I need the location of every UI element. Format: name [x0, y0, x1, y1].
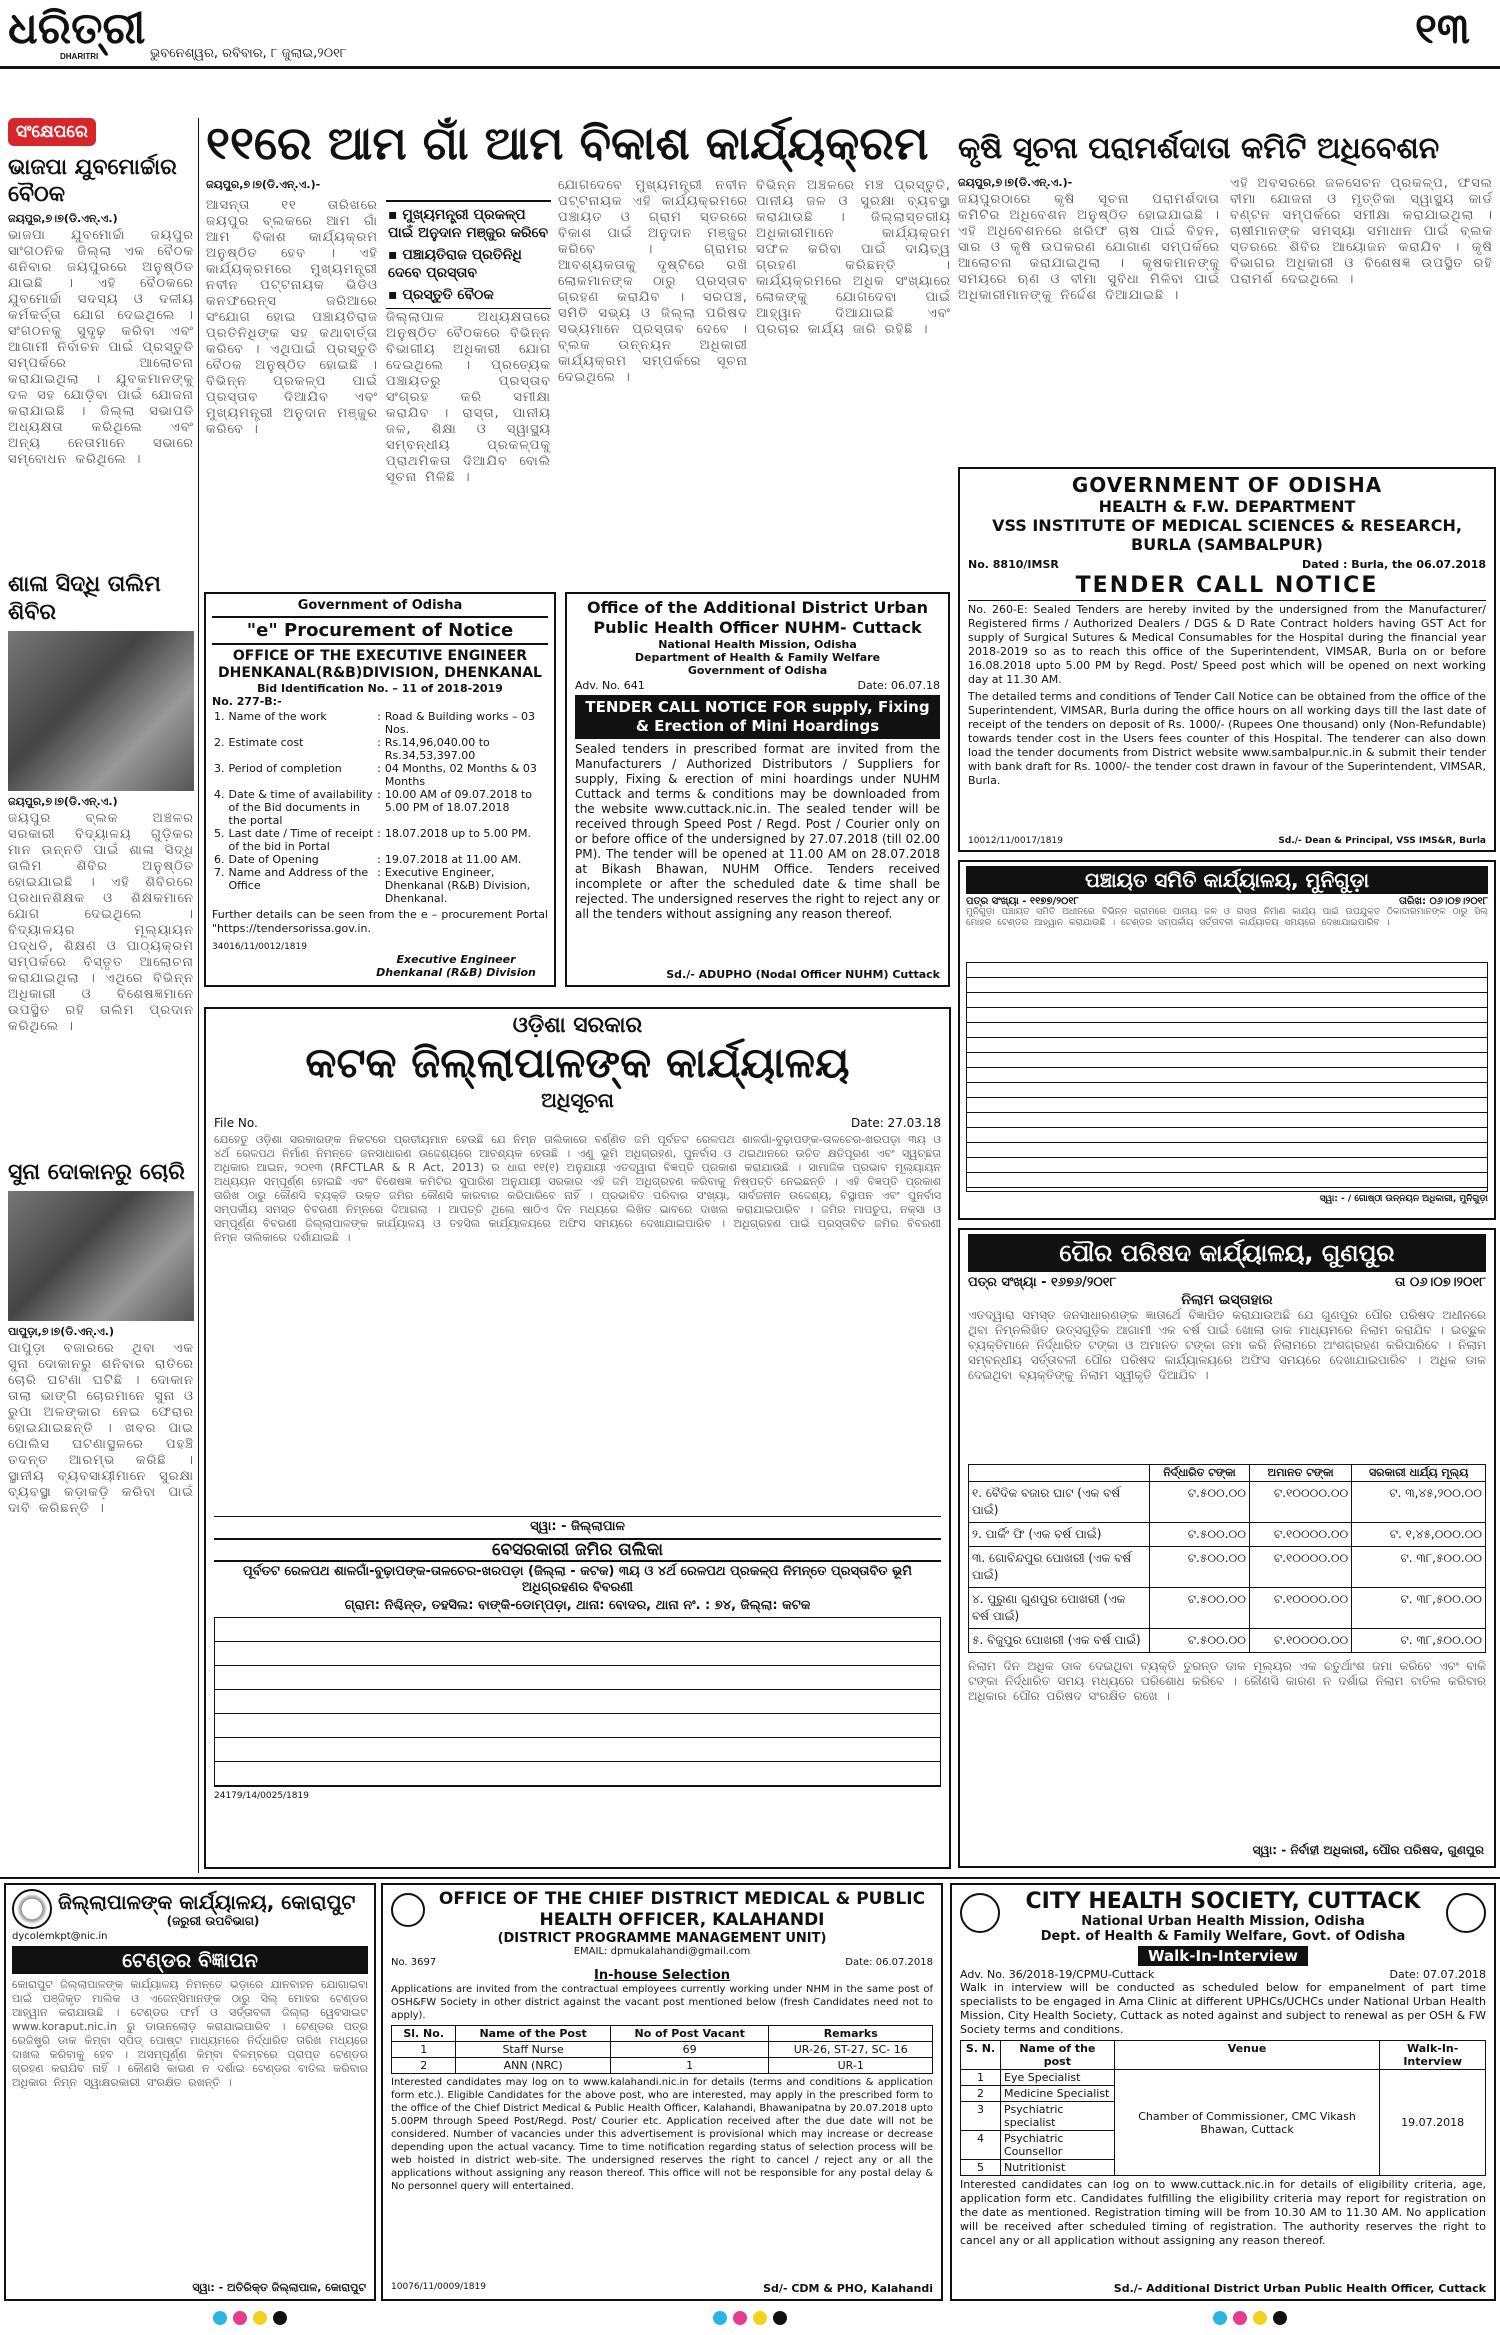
- chs-cell-sn: 4: [961, 2131, 1001, 2160]
- health-logo-icon: [1446, 1893, 1486, 1933]
- chs-cell-post: Eye Specialist: [1001, 2070, 1115, 2086]
- chs-cell-sn: 5: [961, 2160, 1001, 2176]
- koraput-banner: ଟେଣ୍ଡର ବିଜ୍ଞାପନ: [12, 1946, 368, 1974]
- chs-col-sn: S. N.: [961, 2041, 1001, 2070]
- dhenkanal-cell: Date & time of availability of the Bid documents in the portal: [228, 788, 373, 827]
- logo-subtext: DHARITRI: [60, 52, 99, 61]
- kalahandi-date: Date: 06.07.2018: [845, 1957, 933, 1968]
- brief-body-1: ଭାଜପା ଯୁବମୋର୍ଚ୍ଚା ଜୟପୁର ସାଂଗଠନିକ ଜିଲ୍ଲା ଏକ ବୈଠକ ଶନିବାର ଜୟପୁରରେ ଅନୁଷ୍ଠିତ ଯାଇଛି । ଏହି ବୈଠକରେ ଯୁବମୋର୍ଚ୍ଚା ସଦସ୍ୟ ଓ ଦଳୀୟ କର୍ମକର୍ତ୍ତା ଯୋଗ ଦେଇଥିଲେ । ସଂଗଠନକୁ ସୁଦୃଢ଼ କରିବା ଏବଂ ଆଗାମୀ ନିର୍ବାଚନ ପାଇଁ ପ୍ରସ୍ତୁତି ସମ୍ପର୍କରେ ଆଲୋଚନା କରାଯାଇଥିଲା । ଯୁବକମାନଙ୍କୁ ଦଳ ସହ ଯୋଡ଼ିବା ପାଇଁ ଯୋଜନା କରାଯାଇଛି । ଜିଲ୍ଲା ସଭାପତି ଅଧ୍ୟକ୍ଷତା କରିଥିଲେ ଏବଂ ଅନ୍ୟ ନେତାମାନେ ସଭାରେ ସମ୍ବୋଧନ କରିଥିଲେ ।: [8, 228, 194, 467]
- nuhm-adv: Adv. No. 641: [575, 679, 645, 692]
- dhenkanal-cell: Rs.14,96,040.00 to Rs.34,53,397.00: [384, 736, 490, 762]
- dhenkanal-notice: [204, 592, 556, 987]
- dhenkanal-cell: 3.: [214, 762, 225, 775]
- lead-body-col-4: ବିଭିନ୍ନ ଅଞ୍ଚଳରେ ମଞ୍ଚ ପ୍ରସ୍ତୁତି, ପାନୀୟ ଜଳ ଓ ସୁରକ୍ଷା ବ୍ୟବସ୍ଥା କରାଯାଉଛି । ଜିଲ୍ଲାସ୍ତରୀୟ ଅଧିକାରୀମାନେ କାର୍ଯ୍ୟକ୍ରମ ସଫଳ କରିବା ପାଇଁ ଦାୟିତ୍ୱ ଗ୍ରହଣ କରିଛନ୍ତି । କାର୍ଯ୍ୟକ୍ରମରେ ଅଧିକ ସଂଖ୍ୟାରେ ଲୋକଙ୍କୁ ଯୋଗଦେବା ପାଇଁ ଆହ୍ୱାନ ଦିଆଯାଇଛି ଏବଂ ପ୍ରଚାର କାର୍ଯ୍ୟ ଜାରି ରହିଛି ।: [756, 178, 951, 337]
- bottom-rule: [0, 1877, 1500, 1879]
- brief-body-3: ପାପୁଡ଼ା ବଜାରରେ ଥିବା ଏକ ସୁନା ଦୋକାନରୁ ଶନିବାର ରାତିରେ ଚୋରି ଘଟଣା ଘଟିଛି । ଦୋକାନ ତାଲା ଭାଙ୍ଗି ଚୋରମାନେ ସୁନା ଓ ରୁପା ଅଳଙ୍କାର ନେଇ ଫେରାର ହୋଇଯାଇଛନ୍ତି । ଖବର ପାଇ ପୋଲିସ ଘଟଣାସ୍ଥଳରେ ପହଞ୍ଚି ତଦନ୍ତ ଆରମ୍ଭ କରିଛି । ସ୍ଥାନୀୟ ବ୍ୟବସାୟୀମାନେ ସୁରକ୍ଷା ବ୍ୟବସ୍ଥା କଡ଼ାକଡ଼ି କରିବା ପାଇଁ ଦାବି କରିଛନ୍ତି ।: [8, 1341, 194, 1516]
- gunupur-cell: ୪. ପୁରୁଣା ଗୁଣପୁର ପୋଖରୀ (ଏକ ବର୍ଷ ପାଇଁ): [969, 1588, 1150, 1629]
- gunupur-cell: ଟ. ୧,୪୫,୦୦୦.୦୦: [1352, 1523, 1486, 1547]
- dhenkanal-cell: Name and Address of the Office: [228, 866, 369, 892]
- brief-dateline-2: ଜୟପୁର,୭।୭(ଡି.ଏନ୍.ଏ.): [8, 795, 118, 808]
- gunupur-cell: ଟ.୫୦୦.୦୦: [1149, 1523, 1249, 1547]
- gunupur-cell: ଟ.୧୦୦୦୦.୦୦: [1249, 1482, 1351, 1523]
- kalahandi-cell: UR-26, ST-27, SC- 16: [769, 2042, 933, 2058]
- column-divider: [198, 118, 199, 1873]
- masthead-rule: [0, 66, 1500, 69]
- color-registration-mark: [1210, 2310, 1290, 2330]
- gunupur-col-deposit: ଅମାନତ ଟଙ୍କା: [1249, 1465, 1351, 1482]
- chs-adv: Adv. No. 36/2018-19/CPMU-Cuttack: [960, 1968, 1155, 1981]
- gunupur-cell: ଟ.୧୦୦୦୦.୦୦: [1249, 1629, 1351, 1653]
- gunupur-cell: ଟ.୧୦୦୦୦.୦୦: [1249, 1588, 1351, 1629]
- krushi-body-col-2: ଏହି ଅବସରରେ ଜଳସେଚନ ପ୍ରକଳ୍ପ, ଫସଲ ବୀମା ଯୋଜନା ଓ ମୃତ୍ତିକା ସ୍ୱାସ୍ଥ୍ୟ କାର୍ଡ ବଣ୍ଟନ ସମ୍ପର୍କରେ ସମୀକ୍ଷା କରାଯାଇଥିଲା । ଚାଷୀମାନଙ୍କ ସମସ୍ୟା ସମାଧାନ ପାଇଁ ବ୍ଲକ ସ୍ତରରେ ଶିବିର ଆୟୋଜନ କରାଯିବ । କୃଷି ବିଭାଗର ଅଧିକାରୀ ଓ ବିଶେଷଜ୍ଞ ଉପସ୍ଥିତ ରହି ପରାମର୍ଶ ଦେଇଥିଲେ ।: [1230, 176, 1493, 287]
- dhenkanal-cell: 7.: [214, 866, 225, 879]
- kalahandi-cell: 1: [392, 2042, 456, 2058]
- gunupur-cell: ଟ. ୩୮,୫୦୦.୦୦: [1352, 1588, 1486, 1629]
- muniguda-ref-row: [966, 896, 1488, 907]
- muniguda-notice: [958, 860, 1496, 1220]
- kalahandi-footer: [391, 2282, 933, 2295]
- gunupur-cell: ଟ.୫୦୦.୦୦: [1149, 1588, 1249, 1629]
- dhenkanal-row: [212, 827, 548, 853]
- koraput-title: ଜିଲ୍ଲାପାଳଙ୍କ କାର୍ଯ୍ୟାଳୟ, କୋରାପୁଟ: [58, 1889, 356, 1914]
- kalahandi-body: Interested candidates may log on to www.kalahandi.nic.in for details (terms and conditions & application form etc.). Eligible Candidates for the above post, who are interested, may apply in the prescribed form to the office of the Chief District Medical & Public Health Officer, Kalahandi, Bhawanipatna by 20.07.2018 upto 5.00PM through Speed Post/Regd. Post/ Courier etc. Application received after the due date will not be considered. Number of vacancies under this advertisement is provisional which may increase or decrease depending upon the actual vacancy. Time to time notification regarding status of selection process will be web hoisted in district web-site. The undersigned reserves the right to cancel / reject any or all the applications without assigning any reason thereof. This office will not be responsible for any postal delay & No personnel query will entertained.: [391, 2077, 933, 2192]
- dhenkanal-cell: Executive Engineer, Dhenkanal (R&B) Division, Dhenkanal.: [384, 866, 531, 905]
- kalahandi-row: [392, 2058, 933, 2074]
- chs-ref-row: [960, 1968, 1486, 1981]
- dhenkanal-office: OFFICE OF THE EXECUTIVE ENGINEER DHENKANAL(R&B)DIVISION, DHENKANAL: [218, 648, 542, 681]
- cuttack-land-table: [214, 1617, 941, 1787]
- cuttack-notice: [204, 1007, 951, 1869]
- muniguda-title: ପଞ୍ଚାୟତ ସମିତି କାର୍ଯ୍ୟାଳୟ, ମୁନିଗୁଡ଼ା: [966, 866, 1488, 894]
- koraput-subtitle: (ଜରୁରୀ ଉପବିଭାଗ): [166, 1913, 260, 1928]
- nuhm-ref-row: [575, 679, 940, 692]
- dhenkanal-cell: :: [377, 827, 381, 840]
- kalahandi-intro: Applications are invited from the contractual employees currently working under NHM in the same post of OSH&FW Society in other district against the vacant post mentioned below (fresh Candidates need not to apply).: [391, 1984, 933, 2021]
- dhenkanal-number: No. 277-B:-: [212, 695, 282, 708]
- dhenkanal-cell: :: [377, 788, 381, 801]
- chs-cell-post: Psychiatric Counsellor: [1001, 2131, 1115, 2160]
- nuhm-sign: Sd./- ADUPHO (Nodal Officer NUHM) Cuttack: [666, 968, 940, 981]
- gunupur-date: ତା ୦୬।୦୭।୨୦୧୮: [1395, 1275, 1486, 1290]
- chs-row: [961, 2070, 1486, 2086]
- vss-para-2: The detailed terms and conditions of Tender Call Notice can be obtained from the office of the Superintendent, VIMSAR, Burla during the office hours on all working days till the last date of receipt of the tenders on deposit of Rs. 1000/- (Rupees One thousand) only (Non-Refundable) towards tender cost in the Users fees counter of this Hospital. The tenderer can also down load the tender documents from District website www.sambalpur.nic.in & submit their tender with bank draft for Rs. 1000/- the tender cost drawn in favour of the Superintendent, VIMSAR, Burla.: [968, 690, 1486, 787]
- kalahandi-col-sl: Sl. No.: [392, 2026, 456, 2042]
- gunupur-cell: ଟ. ୩୮,୫୦୦.୦୦: [1352, 1547, 1486, 1588]
- newspaper-logo: [8, 3, 148, 62]
- krushi-body-col-1: ଜୟପୁରଠାରେ କୃଷି ସୂଚନା ପରାମର୍ଶଦାତା କମିଟିର ଅଧିବେଶନ ଅନୁଷ୍ଠିତ ହୋଇଯାଇଛି । ଏହି ଅଧିବେଶନରେ ଖରିଫ ଚାଷ ପାଇଁ ବିହନ, ସାର ଓ କୃଷି ଉପକରଣ ଯୋଗାଣ ସମ୍ପର୍କରେ ଆଲୋଚନା କରାଯାଇଥିଲା । କୃଷକମାନଙ୍କୁ ସମୟରେ ଋଣ ଓ ବୀମା ସୁବିଧା ମିଳିବା ପାଇଁ ଅଧିକାରୀମାନଙ୍କୁ ନିର୍ଦ୍ଦେଶ ଦିଆଯାଇଛି ।: [958, 192, 1220, 303]
- gunupur-cell: ଟ.୧୦୦୦୦.୦୦: [1249, 1523, 1351, 1547]
- nuhm-notice: [565, 592, 950, 987]
- kalahandi-unit: (DISTRICT PROGRAMME MANAGEMENT UNIT): [497, 1931, 827, 1946]
- koraput-notice: [4, 1883, 376, 2301]
- dhenkanal-cell: Road & Building works – 03 Nos.: [384, 710, 535, 736]
- gunupur-cell: ଟ.୧୦୦୦୦.୦୦: [1249, 1547, 1351, 1588]
- chs-intro: Walk in interview will be conducted as scheduled below for empanelment of part time specialists to be engaged in Ama Clinic at different UPHCs/UCHCs under National Urban Health Mission, City Health Society, Cuttack as noted against and subject to renewal as per OSH & FW Society terms and conditions.: [960, 1981, 1486, 2036]
- nuhm-date: Date: 06.07.18: [857, 679, 940, 692]
- dhenkanal-sign: Executive Engineer Dhenkanal (R&B) Division: [376, 953, 536, 979]
- dhenkanal-cell: 1.: [214, 710, 225, 723]
- vss-dated: Dated : Burla, the 06.07.2018: [1301, 558, 1486, 571]
- chs-table: [960, 2040, 1486, 2176]
- vss-dept: HEALTH & F.W. DEPARTMENT: [1098, 497, 1356, 516]
- nuhm-body: Sealed tenders in prescribed format are invited from the Manufacturers / Authorized Distributors / Suppliers for supply, Fixing & erection of mini hoardings under NUHM Cuttack and terms & conditions may be downloaded from the website www.cuttack.nic.in. The sealed tender will be received through Speed Post / Regd. Post / Courier only on or before office of the undersigned by 27.07.2018 (till 02.00 PM). The tender will be opened at 11.00 AM on 28.07.2018 at Bikash Bhawan, NUHM Office. Tenders received incomplete or after the scheduled date & time shall be rejected. The undersigned reserves the right to reject any or all the tenders without assigning any reason thereof.: [575, 742, 940, 921]
- lead-headline: ୧୧ରେ ଆମ ଗାଁ ଆମ ବିକାଶ କାର୍ଯ୍ୟକ୍ରମ: [206, 116, 929, 170]
- brief-heading-1: ଭାଜପା ଯୁବମୋର୍ଚ୍ଚାର ବୈଠକ: [8, 155, 177, 207]
- nuhm-line-2: Department of Health & Family Welfare: [634, 651, 881, 664]
- chs-walk-in-banner: Walk-In-Interview: [1138, 1946, 1308, 1966]
- gunupur-ref-row: [968, 1275, 1486, 1290]
- chs-line-2: Dept. of Health & Family Welfare, Govt. of Odisha: [1040, 1929, 1406, 1944]
- kalahandi-cell: 69: [610, 2042, 769, 2058]
- vss-title: TENDER CALL NOTICE: [1075, 573, 1379, 598]
- kalahandi-col-post: Name of the Post: [456, 2026, 611, 2042]
- dhenkanal-cell: 19.07.2018 at 11.00 AM.: [384, 853, 522, 866]
- krushi-dateline: ଜୟପୁର,୭।୭(ଡି.ଏନ୍.ଏ.)-: [958, 176, 1073, 189]
- brief-photo-1: [8, 631, 194, 791]
- dhenkanal-title: "e" Procurement of Notice: [212, 616, 548, 645]
- kalahandi-col-vacant: No of Post Vacant: [610, 2026, 769, 2042]
- kalahandi-selection: In-house Selection: [593, 1968, 731, 1983]
- cuttack-body: ଯେହେତୁ ଓଡ଼ିଶା ସରକାରଙ୍କ ନିକଟରେ ପ୍ରତୀୟମାନ ହେଉଛି ଯେ ନିମ୍ନ ତାଲିକାରେ ବର୍ଣ୍ଣିତ ଜମି ପୂର୍ବତଟ ରେଳପଥ ଶାଳଗାଁ-ବୁଢ଼ାପଙ୍କ-ତାଳଚେର-ଖରପଡ଼ା ୩ୟ ଓ ୪ର୍ଥ ରେଳପଥ ନିର୍ମାଣ ନିମନ୍ତେ ଜନସାଧାରଣ ଉଦ୍ଦେଶ୍ୟରେ ଆବଶ୍ୟକ ହେଉଛି । ଏଣୁ ଭୂମି ଅଧିଗ୍ରହଣ, ପୁନର୍ବାସ ଓ ଥଇଥାନରେ ଉଚିତ କ୍ଷତିପୂରଣ ଏବଂ ସ୍ୱଚ୍ଛତା ଅଧିକାର ଆଇନ, ୨୦୧୩ (RFCTLAR & R Act, 2013) ର ଧାରା ୧୧(୧) ଅନୁଯାୟୀ ଏତଦ୍ୱାରା ବିଜ୍ଞପ୍ତି ପ୍ରକାଶ କରାଯାଉଛି । ସାମାଜିକ ପ୍ରଭାବ ମୂଲ୍ୟାୟନ ଅଧ୍ୟୟନ ସମ୍ପୂର୍ଣ୍ଣ ହୋଇଛି ଏବଂ ବିଶେଷଜ୍ଞ କମିଟିର ସୁପାରିଶ ଅନୁଯାୟୀ ସରକାର ଏହି ଜମି ଅଧିଗ୍ରହଣ କରିବାକୁ ନିଷ୍ପତ୍ତି ନେଇଛନ୍ତି । ଏହି ବିଜ୍ଞପ୍ତି ପ୍ରକାଶ ତାରିଖ ଠାରୁ କୌଣସି ବ୍ୟକ୍ତି ଉକ୍ତ ଜମିର କୌଣସି କାରବାର କରିପାରିବେ ନାହିଁ । ପ୍ରଭାବିତ ପରିବାର ସଂଖ୍ୟା, ସାର୍ବଜନୀନ ଉଦ୍ଦେଶ୍ୟ, ବିସ୍ଥାପନ ଏବଂ ପୁନର୍ବାସ ସମ୍ପର୍କୀୟ ସମସ୍ତ ବିବରଣୀ ନିମ୍ନରେ ଦିଆଗଲା । ଆପତ୍ତି ଥିଲେ ଷାଠିଏ ଦିନ ମଧ୍ୟରେ ଲିଖିତ ଭାବରେ ଦାଖଲ କରାଯାଇପାରିବ । ଜମିର ମାପଚୁପ, ନକ୍ସା ଓ ସମ୍ପୂର୍ଣ୍ଣ ବିବରଣୀ ଜିଲ୍ଲାପାଳଙ୍କ କାର୍ଯ୍ୟାଳୟ ଓ ତହସିଲ କାର୍ଯ୍ୟାଳୟରେ ଅଫିସ ସମୟରେ ଦେଖାଯାଇପାରିବ । ଅଧିଗ୍ରହଣ ପାଇଁ ପ୍ରସ୍ତାବିତ ଜମିର ବିବରଣୀ ନିମ୍ନ ତାଲିକାରେ ଦର୍ଶାଯାଇଛି ।: [214, 1133, 941, 1244]
- dateline: ଭୁବନେଶ୍ୱର, ରବିବାର, ୮ ଜୁଲାଇ,୨୦୧୮: [150, 46, 347, 61]
- koraput-body: କୋରାପୁଟ ଜିଲ୍ଲାପାଳଙ୍କ କାର୍ଯ୍ୟାଳୟ ନିମନ୍ତେ ଭଡ଼ାରେ ଯାନବାହନ ଯୋଗାଇବା ପାଇଁ ପଞ୍ଜିକୃତ ମାଲିକ ଓ ଏଜେନ୍ସିମାନଙ୍କ ଠାରୁ ସିଲ୍ ମୋହର ଟେଣ୍ଡର ଆହ୍ୱାନ କରାଯାଉଛି । ଟେଣ୍ଡର ଫର୍ମ ଓ ସର୍ତ୍ତାବଳୀ ଜିଲ୍ଲା ୱେବସାଇଟ www.koraput.nic.in ରୁ ଡାଉନଲୋଡ଼ କରାଯାଇପାରିବ । ଟେଣ୍ଡର ପତ୍ର ରେଜିଷ୍ଟ୍ରି ଡାକ କିମ୍ବା ସ୍ପିଡ୍ ପୋଷ୍ଟ ମାଧ୍ୟମରେ ନିର୍ଦ୍ଧାରିତ ତାରିଖ ମଧ୍ୟରେ ଦାଖଲ କରିବାକୁ ହେବ । ଅସମ୍ପୂର୍ଣ୍ଣ କିମ୍ବା ବିଳମ୍ବରେ ପ୍ରାପ୍ତ ଟେଣ୍ଡର ଗ୍ରହଣ କରାଯିବ ନାହିଁ । କୌଣସି କାରଣ ନ ଦର୍ଶାଇ ଟେଣ୍ଡର ବାତିଲ କରିବାର ଅଧିକାର ନିମ୍ନ ସ୍ୱାକ୍ଷରକାରୀ ସଂରକ୍ଷିତ ରଖନ୍ତି ।: [12, 1978, 368, 2089]
- nuhm-line-3: Government of Odisha: [687, 664, 828, 677]
- cuttack-gov: ଓଡ଼ିଶା ସରକାର: [512, 1013, 643, 1038]
- dhenkanal-org: Government of Odisha: [297, 598, 463, 613]
- lead-bullet-2: ▪ ପଞ୍ଚାୟତିରାଜ ପ୍ରତିନିଧି ଦେବେ ପ୍ରସ୍ତାବ: [388, 247, 522, 281]
- nuhm-logo-icon: [960, 1893, 1000, 1933]
- lead-bullet-1: ▪ ମୁଖ୍ୟମନ୍ତ୍ରୀ ପ୍ରକଳ୍ପ ପାଇଁ ଅନୁଦାନ ମଞ୍ଜୁର କରିବେ: [388, 207, 549, 241]
- vss-institute: VSS INSTITUTE OF MEDICAL SCIENCES & RESEARCH, BURLA (SAMBALPUR): [992, 516, 1462, 554]
- dhenkanal-bid: Bid Identification No. – 11 of 2018-2019: [257, 682, 503, 695]
- gunupur-row: [969, 1629, 1486, 1653]
- muniguda-table: [966, 962, 1488, 1192]
- logo-text: ଧରିତ୍ରୀ: [8, 3, 146, 54]
- cuttack-file-row: [214, 1116, 941, 1130]
- vss-number: No. 8810/IMSR: [968, 558, 1059, 571]
- dhenkanal-row: [212, 853, 548, 866]
- vss-footer: [968, 836, 1486, 846]
- gunupur-cell: ୫. ବିଜୁପୁର ପୋଖରୀ (ଏକ ବର୍ଷ ପାଇଁ): [969, 1629, 1150, 1653]
- vss-sign: Sd./- Dean & Principal, VSS IMS&R, Burla: [1278, 836, 1486, 846]
- chs-cell-date: 19.07.2018: [1380, 2070, 1486, 2176]
- nuhm-line-1: National Health Mission, Odisha: [658, 638, 857, 651]
- kalahandi-email: EMAIL: dpmukalahandi@gmail.com: [573, 1946, 751, 1957]
- nuhm-title: Office of the Additional District Urban Public Health Officer NUHM- Cuttack: [586, 598, 928, 637]
- gunupur-title: ପୌର ପରିଷଦ କାର୍ଯ୍ୟାଳୟ, ଗୁଣପୁର: [968, 1234, 1486, 1272]
- gunupur-notice: [958, 1228, 1496, 1868]
- kalahandi-notice: [381, 1883, 943, 2301]
- gunupur-col-fee: ନିର୍ଦ୍ଧାରିତ ଟଙ୍କା: [1149, 1465, 1249, 1482]
- dhenkanal-cell: Date of Opening: [228, 853, 319, 866]
- gunupur-row: [969, 1482, 1486, 1523]
- vss-para-1: No. 260-E: Sealed Tenders are hereby invited by the undersigned from the Manufacturer/ Registered firms / Authorized Dealers / DGS & D Rate Contract holders having GST Act for supply of Surgical Sutures & Medical Consumables for the Hospital during the financial year 2018-2019 so as to reach this office of the Superintendent, VIMSAR, Burla on or before 16.08.2018 upto 5.00 PM by Regd. Post/ Speed post which will be opened on next working day at 11.30 AM.: [968, 600, 1486, 687]
- gunupur-intro: ଏତଦ୍ୱାରା ସମସ୍ତ ଜନସାଧାରଣଙ୍କ ଜ୍ଞାତାର୍ଥେ ବିଜ୍ଞାପିତ କରାଯାଉଅଛି ଯେ ଗୁଣପୁର ପୌର ପରିଷଦ ଅଧୀନରେ ଥିବା ନିମ୍ନଲିଖିତ ଉତ୍ସଗୁଡ଼ିକ ଆଗାମୀ ଏକ ବର୍ଷ ପାଇଁ ଖୋଲା ଡାକ ମାଧ୍ୟମରେ ନିଲାମ କରାଯିବ । ଇଚ୍ଛୁକ ବ୍ୟକ୍ତିମାନେ ନିର୍ଦ୍ଧାରିତ ଟଙ୍କା ଓ ଅମାନତ ଟଙ୍କା ଜମା କରି ନିଲାମରେ ଅଂଶଗ୍ରହଣ କରିପାରିବେ । ନିଲାମ ସମ୍ବନ୍ଧୀୟ ସର୍ତ୍ତାବଳୀ ପୌର ପରିଷଦ କାର୍ଯ୍ୟାଳୟରେ ଅଫିସ ସମୟରେ ଦେଖାଯାଇପାରିବ । ଅଧିକ ଡାକ ଦେଇଥିବା ବ୍ୟକ୍ତିଙ୍କୁ ନିଲାମ ସ୍ୱୀକୃତି ଦିଆଯିବ ।: [968, 1308, 1486, 1382]
- lead-body-col-3: ଯୋଗଦେବେ ମୁଖ୍ୟମନ୍ତ୍ରୀ ନବୀନ ପଟ୍ଟନାୟକ ଏହି କାର୍ଯ୍ୟକ୍ରମରେ ପଞ୍ଚାୟତ ଓ ଗ୍ରାମ ସ୍ତରରେ ବିକାଶ ପାଇଁ ଅନୁଦାନ ମଞ୍ଜୁର କରିବେ । ଗ୍ରାମର ଆବଶ୍ୟକତାକୁ ଦୃଷ୍ଟିରେ ରଖି ଲୋକମାନଙ୍କ ଠାରୁ ପ୍ରସ୍ତାବ ଗ୍ରହଣ କରାଯିବ । ସରପଞ୍ଚ, ସମିତି ସଭ୍ୟ ଓ ଜିଲ୍ଲା ପରିଷଦ ସଭ୍ୟମାନେ ପ୍ରସ୍ତାବ ଦେବେ । ବ୍ଲକ ଉନ୍ନୟନ ଅଧିକାରୀ କାର୍ଯ୍ୟକ୍ରମ ସମ୍ପର୍କରେ ସୂଚନା ଦେଇଥିଲେ ।: [558, 178, 748, 385]
- chs-notice: [950, 1883, 1496, 2301]
- dhenkanal-row: [212, 710, 548, 736]
- dhenkanal-cell: 6.: [214, 853, 225, 866]
- cuttack-list-title: ବେସରକାରୀ ଜମିର ତାଲିକା: [214, 1538, 941, 1562]
- muniguda-date: ତାରିଖ: ୦୬।୦୭।୨୦୧୮: [1398, 896, 1488, 907]
- brief-heading-3: ସୁନା ଦୋକାନରୁ ଚୋରି: [8, 1160, 185, 1185]
- muniguda-number: ପତ୍ର ସଂଖ୍ୟା - ୧୧୭୭/୨୦୧୮: [966, 896, 1079, 907]
- gunupur-col-govt: ସରକାରୀ ଧାର୍ଯ୍ୟ ମୂଲ୍ୟ: [1352, 1465, 1486, 1482]
- chs-body: Interested candidates can log on to www.cuttack.nic.in for details of eligibility criteria, age, application form etc. Candidates fulfilling the eligibility criteria may report for registration on the date as mentioned. Registration timing will be from 10.30 AM to 11.30 AM. No application will be received after scheduled timing of registration. The authority reserves the right to cancel any or all application without assigning any reason thereof.: [960, 2178, 1486, 2247]
- gunupur-col-item: [969, 1465, 1150, 1482]
- muniguda-intro: ମୁନିଗୁଡ଼ା ପଞ୍ଚାୟତ ସମିତି ଅଧୀନରେ ବିଭିନ୍ନ ଗ୍ରାମରେ ପାନୀୟ ଜଳ ଓ ରାସ୍ତା ନିର୍ମାଣ କାର୍ଯ୍ୟ ପାଇଁ ଉପଯୁକ୍ତ ଠିକାଦାରମାନଙ୍କ ଠାରୁ ସିଲ୍ ମୋହର ଟେଣ୍ଡର ଆହ୍ୱାନ କରାଯାଉଛି । ଟେଣ୍ଡର ସମ୍ପର୍କୀୟ ସର୍ତ୍ତାବଳୀ କାର୍ଯ୍ୟାଳୟ ସମୟରେ ଦେଖାଯାଇପାରିବ ।: [966, 907, 1488, 928]
- dhenkanal-row: [212, 788, 548, 827]
- emblem-icon: [12, 1889, 52, 1929]
- chs-line-1: National Urban Health Mission, Odisha: [1081, 1914, 1365, 1929]
- dhenkanal-cell: :: [377, 853, 381, 866]
- dhenkanal-further: Further details can be seen from the e – procurement Portal "https://tendersorissa.gov.in.: [212, 908, 548, 935]
- kalahandi-title: OFFICE OF THE CHIEF DISTRICT MEDICAL & PUBLIC HEALTH OFFICER, KALAHANDI: [438, 1889, 926, 1930]
- gunupur-subtitle: ନିଲାମ ଇସ୍ତାହାର: [1181, 1292, 1273, 1308]
- dhenkanal-cell: 2.: [214, 736, 225, 749]
- brief-column: [8, 118, 194, 1873]
- lead-highlights: [386, 200, 551, 309]
- gunupur-cell: ଟ. ୩,୪୫,୨୦୦.୦୦: [1352, 1482, 1486, 1523]
- vss-gov: GOVERNMENT OF ODISHA: [1071, 473, 1383, 497]
- cuttack-file: File No.: [214, 1116, 258, 1130]
- kalahandi-ref-row: [391, 1957, 933, 1968]
- dhenkanal-cell: Period of completion: [228, 762, 342, 775]
- gunupur-row: [969, 1523, 1486, 1547]
- color-registration-mark: [210, 2310, 290, 2330]
- dhenkanal-row: [212, 866, 548, 905]
- chs-col-venue: Venue: [1114, 2041, 1380, 2070]
- gunupur-terms: ନିଲାମ ଦିନ ଅଧିକ ଡାକ ଦେଇଥିବା ବ୍ୟକ୍ତି ତୁରନ୍ତ ଡାକ ମୂଲ୍ୟର ଏକ ଚତୁର୍ଥାଂଶ ଜମା କରିବେ ଏବଂ ବାକି ଟଙ୍କା ନିର୍ଦ୍ଧାରିତ ସମୟ ମଧ୍ୟରେ ପରିଶୋଧ କରିବେ । କୌଣସି କାରଣ ନ ଦର୍ଶାଇ ନିଲାମ ବାତିଲ କରିବାର ଅଧିକାର ପୌର ପରିଷଦ ସଂରକ୍ଷିତ ରଖେ ।: [968, 1659, 1486, 1703]
- cuttack-subtitle: ଅଧିସୂଚନା: [541, 1088, 614, 1112]
- dhenkanal-row: [212, 736, 548, 762]
- gunupur-table: [968, 1464, 1486, 1653]
- dhenkanal-cell: :: [377, 866, 381, 879]
- lead-dateline: ଜୟପୁର,୭।୭(ଡି.ଏନ୍.ଏ.)-: [206, 178, 321, 191]
- dhenkanal-table: [212, 710, 548, 905]
- lead-bullet-3: ▪ ପ୍ରସ୍ତୁତି ବୈଠକ: [388, 287, 494, 303]
- cuttack-ref: 24179/14/0025/1819: [214, 1791, 309, 1801]
- dhenkanal-cell: 18.07.2018 up to 5.00 PM.: [384, 827, 531, 840]
- brief-tag: ସଂକ୍ଷେପରେ: [8, 118, 96, 146]
- koraput-sign: ସ୍ୱା: - ଅତିରିକ୍ତ ଜିଲ୍ଲାପାଳ, କୋରାପୁଟ: [192, 2281, 366, 2294]
- cuttack-village: ଗ୍ରାମ: ନିଶ୍ଚିନ୍ତ, ତହସିଲ: ବାଙ୍କି-ଡୋମ୍ପଡ଼ା, ଥାନା: ବୋଦର, ଥାନା ନଂ. : ୭୪, ଜିଲ୍ଲା: କଟକ: [344, 1598, 811, 1613]
- dhenkanal-cell: :: [377, 710, 381, 723]
- dhenkanal-cell: Name of the work: [228, 710, 327, 723]
- gunupur-cell: ୨. ପାର୍କିଂ ଫି (ଏକ ବର୍ଷ ପାଇଁ): [969, 1523, 1150, 1547]
- koraput-header: [12, 1889, 368, 1929]
- chs-cell-post: Psychiatric specialist: [1001, 2102, 1115, 2131]
- print-registration-marks: [0, 2310, 1500, 2330]
- chs-col-date: Walk-In-Interview: [1380, 2041, 1486, 2070]
- dhenkanal-cell: 04 Months, 02 Months & 03 Months: [384, 762, 537, 788]
- chs-cell-sn: 1: [961, 2070, 1001, 2086]
- lead-story: [206, 178, 951, 610]
- cuttack-list-subtitle: ପୂର୍ବତଟ ରେଳପଥ ଶାଳଗାଁ-ବୁଢ଼ାପଙ୍କ-ତାଳଚେର-ଖରପଡ଼ା (ଜିଲ୍ଲା - କଟକ) ୩ୟ ଓ ୪ର୍ଥ ରେଳପଥ ପ୍ରକଳ୍ପ ନିମନ୍ତେ ପ୍ରସ୍ତାବିତ ଭୂମି ଅଧିଗ୍ରହଣର ବିବରଣୀ: [243, 1564, 912, 1595]
- brief-photo-2: [8, 1191, 194, 1321]
- kalahandi-ref: 10076/11/0009/1819: [391, 2282, 486, 2292]
- gunupur-sign: ସ୍ୱା: - ନିର୍ବାହୀ ଅଧିକାରୀ, ପୌର ପରିଷଦ, ଗୁଣପୁର: [1252, 1843, 1484, 1857]
- krushi-headline: କୃଷି ସୂଚନା ପରାମର୍ଶଦାତା କମିଟି ଅଧିବେଶନ: [958, 131, 1440, 166]
- koraput-email: dycolemkpt@nic.in: [12, 1931, 108, 1942]
- lead-body-col-1: ଆସନ୍ତା ୧୧ ତାରିଖରେ ଜୟପୁର ବ୍ଲକରେ ଆମ ଗାଁ ଆମ ବିକାଶ କାର୍ଯ୍ୟକ୍ରମ ଅନୁଷ୍ଠିତ ହେବ । ଏହି କାର୍ଯ୍ୟକ୍ରମରେ ମୁଖ୍ୟମନ୍ତ୍ରୀ ନବୀନ ପଟ୍ଟନାୟକ ଭିଡିଓ କନଫରେନ୍ସ ଜରିଆରେ ସଂଯୋଗ ହୋଇ ପଞ୍ଚାୟତିରାଜ ପ୍ରତିନିଧିଙ୍କ ସହ କଥାବାର୍ତ୍ତା କରିବେ । ଏଥିପାଇଁ ପ୍ରସ୍ତୁତି ବୈଠକ ଅନୁଷ୍ଠିତ ହୋଇଛି । ବିଭିନ୍ନ ପ୍ରକଳ୍ପ ପାଇଁ ପ୍ରସ୍ତାବ ଦିଆଯିବ ଏବଂ ମୁଖ୍ୟମନ୍ତ୍ରୀ ଅନୁଦାନ ମଞ୍ଜୁର କରିବେ ।: [206, 198, 378, 437]
- chs-cell-post: Medicine Specialist: [1001, 2086, 1115, 2102]
- krushi-story: [958, 176, 1493, 461]
- dhenkanal-cell: Estimate cost: [228, 736, 304, 749]
- brief-heading-2: ଶାଳା ସିଦ୍ଧି ତାଲିମ ଶିବିର: [8, 572, 161, 625]
- nuhm-banner: TENDER CALL NOTICE FOR supply, Fixing & Erection of Mini Hoardings: [575, 695, 940, 739]
- kalahandi-cell: 2: [392, 2058, 456, 2074]
- gunupur-cell: ୩. ଗୋବିନ୍ଦପୁର ପୋଖରୀ (ଏକ ବର୍ଷ ପାଇଁ): [969, 1547, 1150, 1588]
- nhm-logo-icon: [391, 1893, 425, 1927]
- chs-sign: Sd./- Additional District Urban Public Health Officer, Cuttack: [1113, 2282, 1486, 2295]
- kalahandi-col-remarks: Remarks: [769, 2026, 933, 2042]
- brief-dateline-1: ଜୟପୁର,୭।୭(ଡି.ଏନ୍.ଏ.): [8, 212, 118, 225]
- brief-body-2: ଜୟପୁର ବ୍ଲକ ଅଞ୍ଚଳର ସରକାରୀ ବିଦ୍ୟାଳୟ ଗୁଡ଼ିକର ମାନ ଉନ୍ନତି ପାଇଁ ଶାଳା ସିଦ୍ଧି ତାଲିମ ଶିବିର ଅନୁଷ୍ଠିତ ହୋଇଯାଇଛି । ଏହି ଶିବିରରେ ପ୍ରଧାନଶିକ୍ଷକ ଓ ଶିକ୍ଷକମାନେ ଯୋଗ ଦେଇଥିଲେ । ବିଦ୍ୟାଳୟର ମୂଲ୍ୟାୟନ ପଦ୍ଧତି, ଶିକ୍ଷଣ ଓ ପାଠ୍ୟକ୍ରମ ସମ୍ପର୍କରେ ବିସ୍ତୃତ ଆଲୋଚନା କରାଯାଇଥିଲା । ଏଥିରେ ବିଭିନ୍ନ ଅଧିକାରୀ ଓ ବିଶେଷଜ୍ଞମାନେ ଉପସ୍ଥିତ ରହି ତାଲିମ ପ୍ରଦାନ କରିଥିଲେ ।: [8, 811, 194, 1034]
- dhenkanal-cell: 10.00 AM of 09.07.2018 to 5.00 PM of 18.07.2018: [384, 788, 532, 814]
- cuttack-date: Date: 27.03.18: [851, 1116, 941, 1130]
- dhenkanal-cell: Last date / Time of receipt of the bid in Portal: [228, 827, 374, 853]
- vss-ref: 10012/11/0017/1819: [968, 836, 1063, 846]
- vss-ref-row: [968, 558, 1486, 571]
- chs-cell-sn: 3: [961, 2102, 1001, 2131]
- dhenkanal-row: [212, 762, 548, 788]
- kalahandi-sign: Sd/- CDM & PHO, Kalahandi: [763, 2282, 933, 2295]
- chs-cell-sn: 2: [961, 2086, 1001, 2102]
- dhenkanal-cell: 4.: [214, 788, 225, 801]
- chs-cell-venue: Chamber of Commissioner, CMC Vikash Bhawan, Cuttack: [1114, 2070, 1380, 2176]
- kalahandi-table: [391, 2025, 933, 2074]
- kalahandi-cell: Staff Nurse: [456, 2042, 611, 2058]
- cuttack-title: କଟକ ଜିଲ୍ଲାପାଳଙ୍କ କାର୍ଯ୍ୟାଳୟ: [305, 1038, 850, 1087]
- chs-col-post: Name of the post: [1001, 2041, 1115, 2070]
- gunupur-cell: ୧. ବୈଦିକ ବଜାର ଘାଟ (ଏକ ବର୍ଷ ପାଇଁ): [969, 1482, 1150, 1523]
- gunupur-cell: ଟ.୫୦୦.୦୦: [1149, 1482, 1249, 1523]
- kalahandi-row: [392, 2042, 933, 2058]
- kalahandi-number: No. 3697: [391, 1957, 437, 1968]
- vss-notice: [958, 467, 1496, 852]
- page-number: ୧୩: [1415, 4, 1470, 53]
- gunupur-cell: ଟ.୫୦୦.୦୦: [1149, 1547, 1249, 1588]
- gunupur-cell: ଟ. ୩୮,୫୦୦.୦୦: [1352, 1629, 1486, 1653]
- chs-cell-post: Nutritionist: [1001, 2160, 1115, 2176]
- gunupur-row: [969, 1588, 1486, 1629]
- color-registration-mark: [710, 2310, 790, 2330]
- kalahandi-cell: ANN (NRC): [456, 2058, 611, 2074]
- dhenkanal-ref: 34016/11/0012/1819: [212, 942, 307, 952]
- muniguda-sign: ସ୍ୱା: - / ଗୋଷ୍ଠୀ ଉନ୍ନୟନ ଅଧିକାରୀ, ମୁନିଗୁଡ଼ା: [1319, 1194, 1488, 1204]
- gunupur-number: ପତ୍ର ସଂଖ୍ୟା - ୧୬୭୬/୨୦୧୮: [968, 1275, 1117, 1290]
- gunupur-row: [969, 1547, 1486, 1588]
- chs-date: Date: 07.07.2018: [1389, 1968, 1486, 1981]
- dhenkanal-cell: :: [377, 762, 381, 775]
- dhenkanal-cell: :: [377, 736, 381, 749]
- lead-body-col-2: ଜିଲ୍ଲାପାଳ ଅଧ୍ୟକ୍ଷତାରେ ଅନୁଷ୍ଠିତ ବୈଠକରେ ବିଭିନ୍ନ ବିଭାଗୀୟ ଅଧିକାରୀ ଯୋଗ ଦେଇଥିଲେ । ପ୍ରତ୍ୟେକ ପଞ୍ଚାୟତରୁ ପ୍ରସ୍ତାବ ସଂଗ୍ରହ କରି ସମୀକ୍ଷା କରାଯିବ । ରାସ୍ତା, ପାନୀୟ ଜଳ, ଶିକ୍ଷା ଓ ସ୍ୱାସ୍ଥ୍ୟ ସମ୍ବନ୍ଧୀୟ ପ୍ରକଳ୍ପକୁ ପ୍ରାଥମିକତା ଦିଆଯିବ ବୋଲି ସୂଚନା ମିଳିଛି ।: [386, 310, 551, 485]
- chs-title: CITY HEALTH SOCIETY, CUTTACK: [1025, 1889, 1421, 1914]
- dhenkanal-cell: 5.: [214, 827, 225, 840]
- kalahandi-cell: 1: [610, 2058, 769, 2074]
- gunupur-cell: ଟ.୫୦୦.୦୦: [1149, 1629, 1249, 1653]
- cuttack-sign: ସ୍ୱା: - ଜିଲ୍ଲାପାଳ: [214, 1516, 941, 1534]
- kalahandi-cell: UR-1: [769, 2058, 933, 2074]
- brief-dateline-3: ପାପୁଡ଼ା,୭।୭(ଡି.ଏନ୍.ଏ.): [8, 1325, 115, 1338]
